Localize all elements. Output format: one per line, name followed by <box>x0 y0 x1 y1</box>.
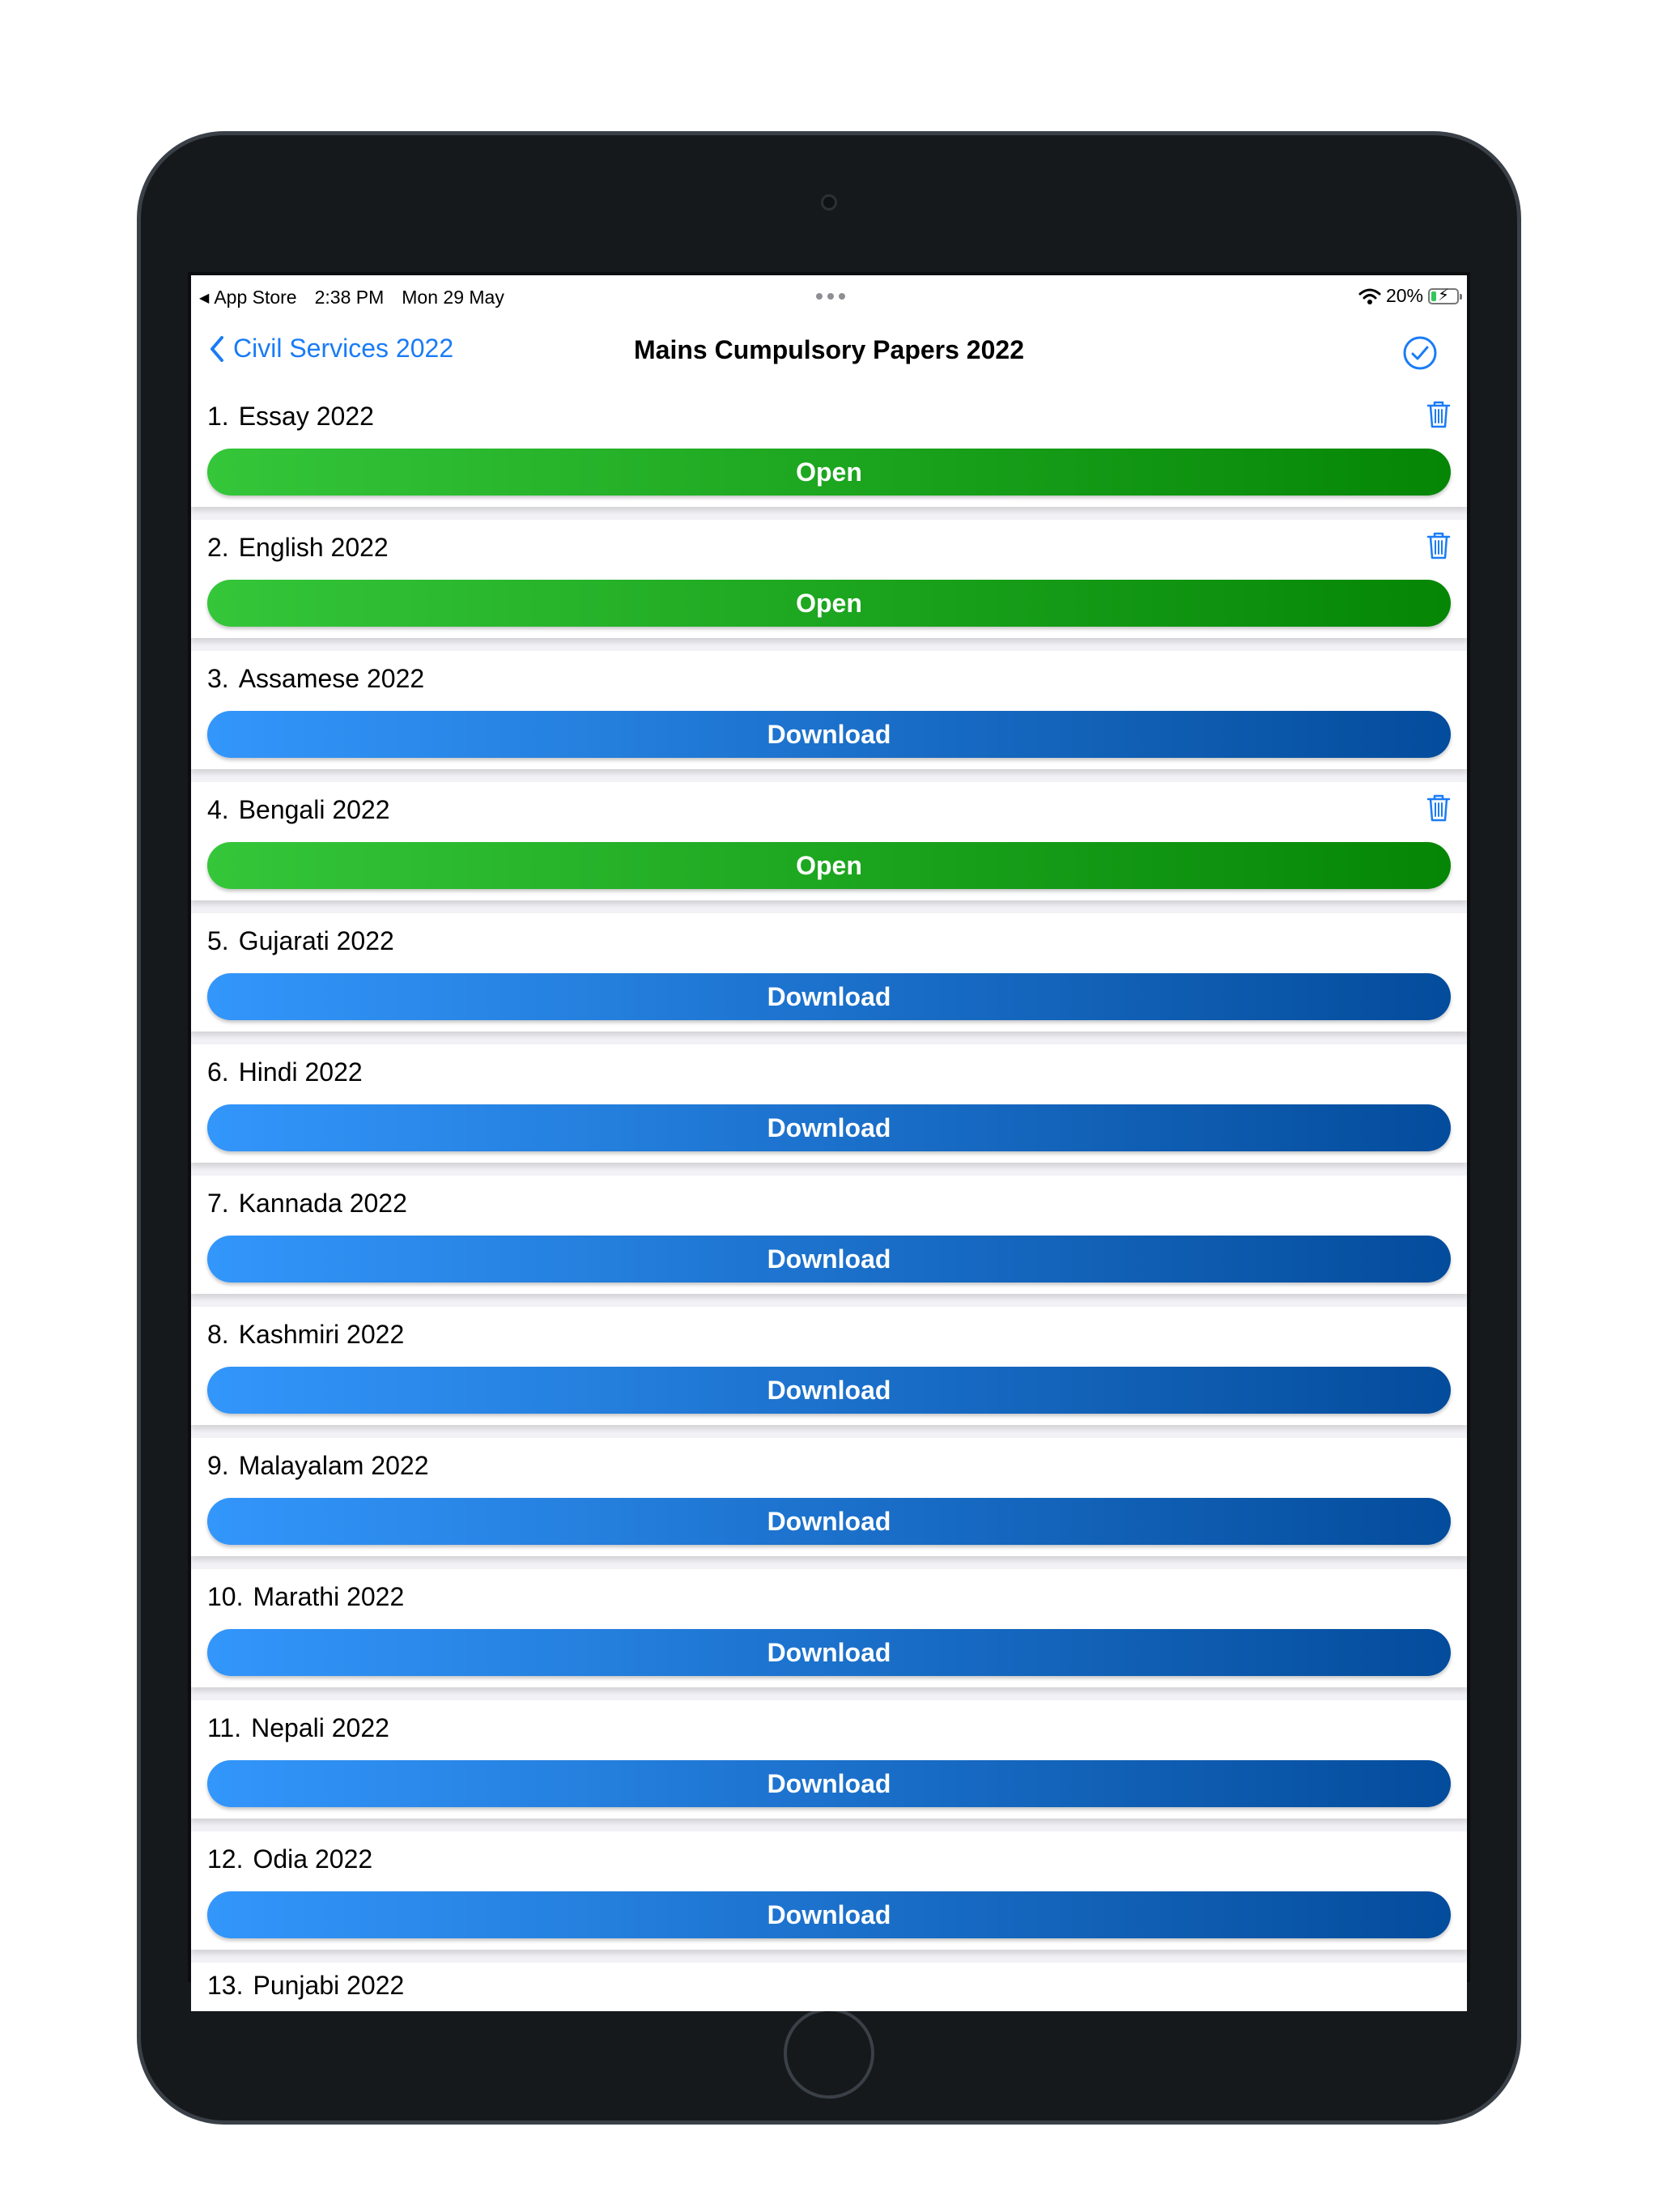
paper-name: English 2022 <box>238 533 389 562</box>
status-left <box>199 287 504 308</box>
paper-title <box>207 1189 407 1219</box>
paper-row-partial <box>191 1963 1467 2011</box>
paper-number: 2. <box>207 533 229 562</box>
download-button[interactable]: Download <box>207 973 1451 1020</box>
download-button[interactable]: Download <box>207 1367 1451 1414</box>
paper-row <box>191 913 1467 1032</box>
app-screen <box>188 272 1470 2000</box>
paper-row <box>191 1176 1467 1294</box>
paper-name: Punjabi 2022 <box>253 1971 405 2000</box>
paper-number: 9. <box>207 1451 229 1480</box>
delete-button[interactable] <box>1426 793 1451 827</box>
paper-title <box>207 926 394 956</box>
trash-icon <box>1426 400 1451 429</box>
home-button[interactable] <box>784 2008 874 2099</box>
status-right <box>1358 285 1459 307</box>
paper-number: 8. <box>207 1320 229 1349</box>
multitasking-dots-icon[interactable] <box>816 293 845 300</box>
battery-percent: 20% <box>1385 285 1423 306</box>
paper-title <box>207 1971 404 2001</box>
checkmark-circle-icon <box>1402 335 1438 371</box>
open-button[interactable]: Open <box>207 842 1451 889</box>
paper-row <box>191 782 1467 900</box>
open-button[interactable]: Open <box>207 580 1451 627</box>
paper-row <box>191 651 1467 769</box>
navigation-bar <box>191 317 1467 389</box>
back-to-app-icon[interactable]: ◀ <box>199 291 210 305</box>
paper-title <box>207 402 374 432</box>
paper-title <box>207 664 424 694</box>
download-button[interactable]: Download <box>207 1498 1451 1545</box>
paper-name: Bengali 2022 <box>238 795 390 824</box>
page-title: Mains Cumpulsory Papers 2022 <box>634 335 1024 364</box>
paper-number: 6. <box>207 1057 229 1087</box>
paper-title <box>207 1582 404 1612</box>
paper-name: Essay 2022 <box>238 402 374 431</box>
paper-title <box>207 533 389 563</box>
paper-name: Malayalam 2022 <box>238 1451 429 1480</box>
open-button[interactable]: Open <box>207 449 1451 496</box>
paper-row <box>191 1831 1467 1950</box>
paper-name: Kannada 2022 <box>238 1189 407 1218</box>
delete-button[interactable] <box>1426 531 1451 564</box>
status-date: Mon 29 May <box>402 287 504 308</box>
paper-title <box>207 1320 404 1350</box>
paper-number: 13. <box>207 1971 244 2000</box>
download-button[interactable]: Download <box>207 1104 1451 1151</box>
paper-list <box>191 389 1467 2011</box>
paper-number: 3. <box>207 664 229 693</box>
trash-icon <box>1426 531 1451 560</box>
front-camera <box>821 194 837 211</box>
paper-number: 4. <box>207 795 229 824</box>
paper-row <box>191 1438 1467 1556</box>
paper-row <box>191 1307 1467 1425</box>
download-button[interactable]: Download <box>207 1629 1451 1676</box>
paper-title <box>207 795 390 825</box>
paper-name: Odia 2022 <box>253 1844 373 1874</box>
back-button-label: Civil Services 2022 <box>233 334 454 363</box>
done-button[interactable] <box>1402 335 1438 375</box>
paper-title <box>207 1057 363 1087</box>
trash-icon <box>1426 793 1451 823</box>
paper-title <box>207 1844 372 1874</box>
paper-title <box>207 1713 389 1743</box>
paper-number: 7. <box>207 1189 229 1218</box>
paper-number: 12. <box>207 1844 244 1874</box>
paper-number: 10. <box>207 1582 244 1611</box>
paper-number: 1. <box>207 402 229 431</box>
paper-row <box>191 520 1467 638</box>
download-button[interactable]: Download <box>207 711 1451 758</box>
paper-name: Kashmiri 2022 <box>238 1320 405 1349</box>
status-bar <box>191 275 1467 317</box>
paper-row <box>191 1044 1467 1163</box>
paper-name: Marathi 2022 <box>253 1582 405 1611</box>
battery-charging-icon: ⚡ <box>1428 288 1459 304</box>
wifi-icon <box>1358 287 1381 305</box>
paper-name: Gujarati 2022 <box>238 926 394 955</box>
download-button[interactable]: Download <box>207 1236 1451 1283</box>
paper-row <box>191 1569 1467 1687</box>
paper-name: Assamese 2022 <box>238 664 425 693</box>
paper-title <box>207 1451 428 1481</box>
paper-number: 11. <box>207 1713 242 1742</box>
status-time: 2:38 PM <box>314 287 385 308</box>
paper-number: 5. <box>207 926 229 955</box>
download-button[interactable]: Download <box>207 1760 1451 1807</box>
paper-name: Nepali 2022 <box>251 1713 389 1742</box>
paper-row <box>191 1700 1467 1819</box>
delete-button[interactable] <box>1426 400 1451 433</box>
paper-name: Hindi 2022 <box>238 1057 363 1087</box>
paper-row <box>191 389 1467 507</box>
download-button[interactable]: Download <box>207 1891 1451 1938</box>
back-to-app-label[interactable]: App Store <box>214 287 297 308</box>
